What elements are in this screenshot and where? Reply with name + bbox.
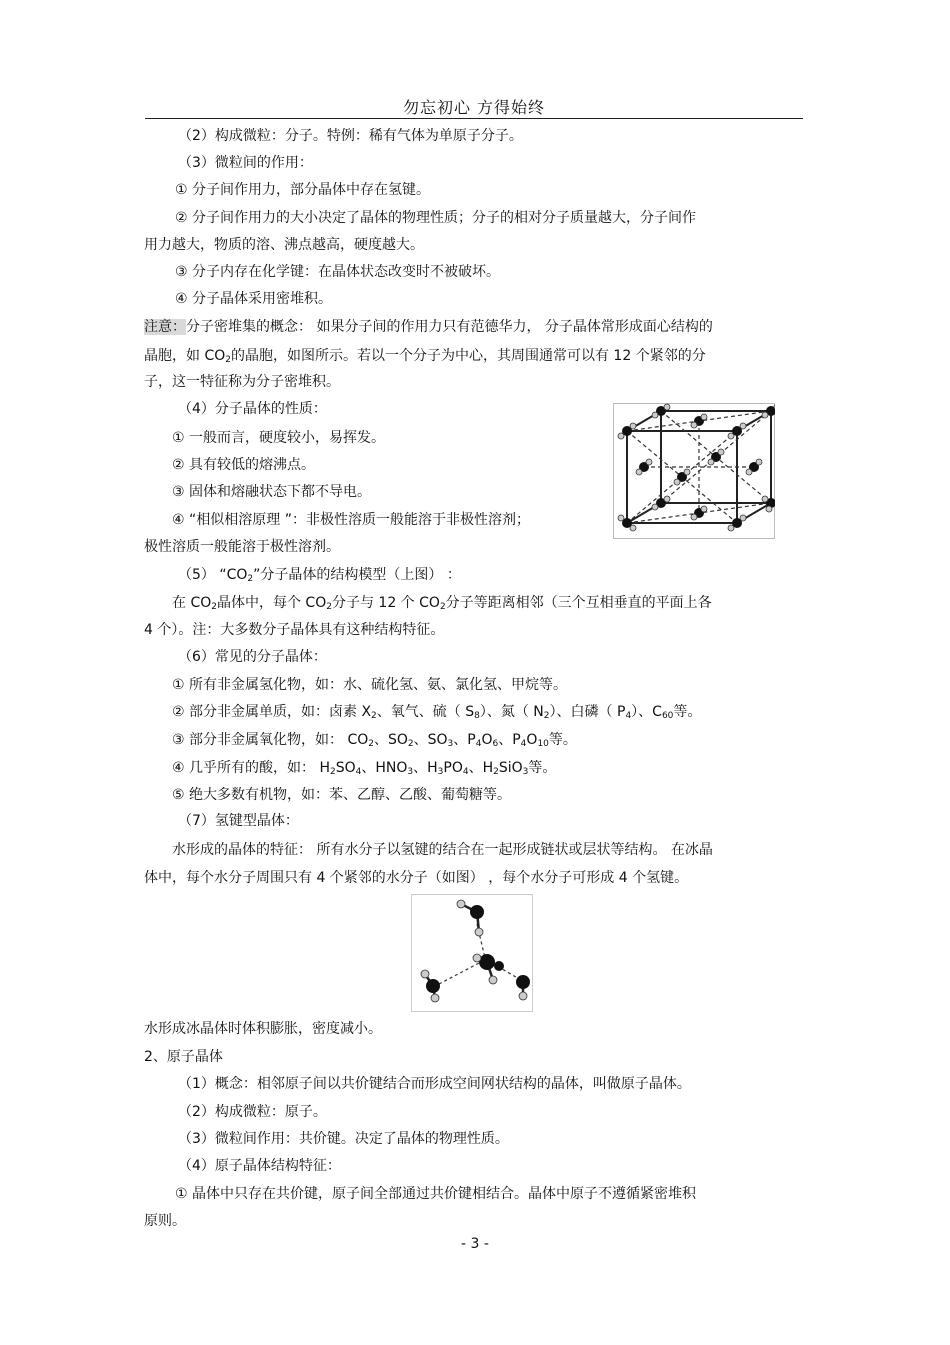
text-span: ③ 部分非金属氧化物，如： CO — [172, 732, 369, 748]
text-span: 分子与 12 个 CO — [331, 595, 440, 611]
text-span: 、氧气、硫（ S — [376, 704, 475, 720]
text-span: O — [526, 732, 538, 748]
text-line — [172, 758, 556, 778]
text-span: PO — [443, 760, 463, 776]
subscript: 2 — [329, 767, 336, 777]
subscript: 2 — [211, 602, 217, 612]
text-line: ② 具有较低的熔沸点。 — [172, 457, 316, 473]
co2-crystal-cell-figure — [613, 403, 775, 539]
subscript: 4 — [355, 767, 362, 777]
text-line — [144, 346, 706, 366]
subscript: 4 — [462, 767, 469, 777]
text-span: ）、C — [631, 704, 662, 720]
text-line: ① 分子间作用力，部分晶体中存在氢键。 — [175, 182, 430, 198]
subscript: 3 — [522, 767, 529, 777]
text-line: 水形成的晶体的特征： 所有水分子以氢键的结合在一起形成链状或层状等结构。 在冰晶 — [172, 842, 713, 858]
text-line — [172, 702, 701, 722]
text-line: 极性溶质一般能溶于极性溶剂。 — [144, 539, 340, 555]
text-span: 等。 — [528, 760, 557, 776]
text-line: 原则。 — [144, 1213, 186, 1229]
text-line: （3）微粒间作用：共价键。决定了晶体的物理性质。 — [178, 1131, 509, 1147]
text-span: 晶体中，每个 CO — [216, 595, 327, 611]
subscript: 2 — [371, 711, 377, 721]
text-line: （2）构成微粒：分子。特例：稀有气体为单原子分子。 — [178, 128, 523, 144]
page-header-title: 勿忘初心 方得始终 — [402, 98, 546, 117]
subscript: 4 — [625, 711, 632, 721]
subscript: 2 — [225, 355, 231, 365]
text-span: 分子等距离相邻（三个互相垂直的平面上各 — [445, 595, 712, 611]
text-line: ④ “相似相溶原理 ”：非极性溶质一般能溶于非极性溶剂； — [172, 512, 530, 528]
text-line — [172, 730, 577, 750]
subscript: 2 — [247, 574, 254, 584]
subscript: 3 — [407, 767, 414, 777]
note-label: 注意： — [144, 319, 186, 335]
header-rule — [145, 118, 803, 119]
text-line: （2）构成微粒：原子。 — [178, 1104, 327, 1120]
text-line: ① 晶体中只存在共价键，原子间全部通过共价键相结合。晶体中原子不遵循紧密堆积 — [175, 1186, 696, 1202]
text-line — [178, 565, 461, 585]
subscript: 2 — [368, 739, 374, 749]
text-span: ④ 几乎所有的酸，如： H — [172, 760, 330, 776]
text-span: 、H — [468, 760, 494, 776]
subscript: 4 — [520, 739, 527, 749]
section-heading: 2、原子晶体 — [144, 1049, 223, 1065]
text-line: 4 个）。注：大多数分子晶体具有这种结构特征。 — [144, 622, 445, 638]
text-span: O — [481, 732, 493, 748]
text-line: ① 所有非金属氢化物，如：水、硫化氢、氨、氯化氢、甲烷等。 — [172, 677, 567, 693]
text-line — [172, 593, 712, 613]
text-line: （4）分子晶体的性质： — [178, 401, 327, 417]
text-span: 、H — [413, 760, 438, 776]
text-line: （3）微粒间的作用： — [178, 155, 313, 171]
text-line — [144, 317, 713, 337]
subscript: 2 — [407, 739, 414, 749]
subscript: 2 — [326, 602, 332, 612]
text-line: ① 一般而言，硬度较小，易挥发。 — [172, 430, 386, 446]
ice-water-molecule-figure — [411, 894, 533, 1012]
text-span: 等。 — [548, 732, 577, 748]
text-span: 、P — [498, 732, 521, 748]
text-span: 、SO — [413, 732, 448, 748]
text-line: ③ 分子内存在化学键：在晶体状态改变时不被破坏。 — [175, 264, 500, 280]
text-span: SiO — [498, 760, 523, 776]
text-line: 水形成冰晶体时体积膨胀，密度减小。 — [144, 1021, 382, 1037]
subscript: 3 — [437, 767, 444, 777]
text-line: （6）常见的分子晶体： — [178, 649, 327, 665]
text-span: 、SO — [373, 732, 408, 748]
subscript: 2 — [439, 602, 446, 612]
text-line: （4）原子晶体结构特征： — [178, 1158, 341, 1174]
subscript: 2 — [493, 767, 499, 777]
text-line: ② 分子间作用力的大小决定了晶体的物理性质；分子的相对分子质量越大，分子间作 — [175, 210, 696, 226]
text-span: 晶胞，如 CO — [144, 348, 226, 364]
text-span: 的晶胞，如图所示。若以一个分子为中心，其周围通常可以有 12 个紧邻的分 — [230, 348, 706, 364]
text-line: 子，这一特征称为分子密堆积。 — [144, 374, 340, 390]
text-line: 用力越大，物质的溶、沸点越高，硬度越大。 — [144, 237, 424, 253]
text-span: ）、氮（ N — [479, 704, 544, 720]
text-span: 、P — [453, 732, 476, 748]
page-number: - 3 - — [461, 1236, 489, 1252]
text-span: ”分子晶体的结构模型（上图） ： — [253, 567, 461, 583]
subscript: 2 — [543, 711, 550, 721]
subscript: 4 — [475, 739, 482, 749]
subscript: 6 — [492, 739, 499, 749]
text-span: 在 CO — [172, 595, 212, 611]
text-span: 、HNO — [361, 760, 408, 776]
text-line: （7）氢键型晶体： — [178, 813, 299, 829]
text-line: 体中，每个水分子周围只有 4 个紧邻的水分子（如图） ，每个水分子可形成 4 个氢键。 — [144, 870, 689, 886]
text-span: 分子密堆集的概念： 如果分子间的作用力只有范德华力， 分子晶体常形成面心结构的 — [186, 319, 713, 335]
text-line: ③ 固体和熔融状态下都不导电。 — [172, 484, 372, 500]
text-span: （5） “CO — [178, 567, 248, 583]
text-line: ④ 分子晶体采用密堆积。 — [175, 291, 333, 307]
subscript: 60 — [661, 711, 674, 721]
text-line: （1）概念：相邻原子间以共价键结合而形成空间网状结构的晶体，叫做原子晶体。 — [178, 1076, 691, 1092]
text-span: ）、白磷（ P — [549, 704, 626, 720]
text-span: ② 部分非金属单质，如：卤素 X — [172, 704, 372, 720]
text-line: ⑤ 绝大多数有机物，如：苯、乙醇、乙酸、葡萄糖等。 — [172, 787, 511, 803]
subscript: 10 — [537, 739, 549, 749]
subscript: 8 — [474, 711, 480, 721]
subscript: 3 — [447, 739, 454, 749]
text-span: 等。 — [673, 704, 702, 720]
text-span: SO — [335, 760, 356, 776]
